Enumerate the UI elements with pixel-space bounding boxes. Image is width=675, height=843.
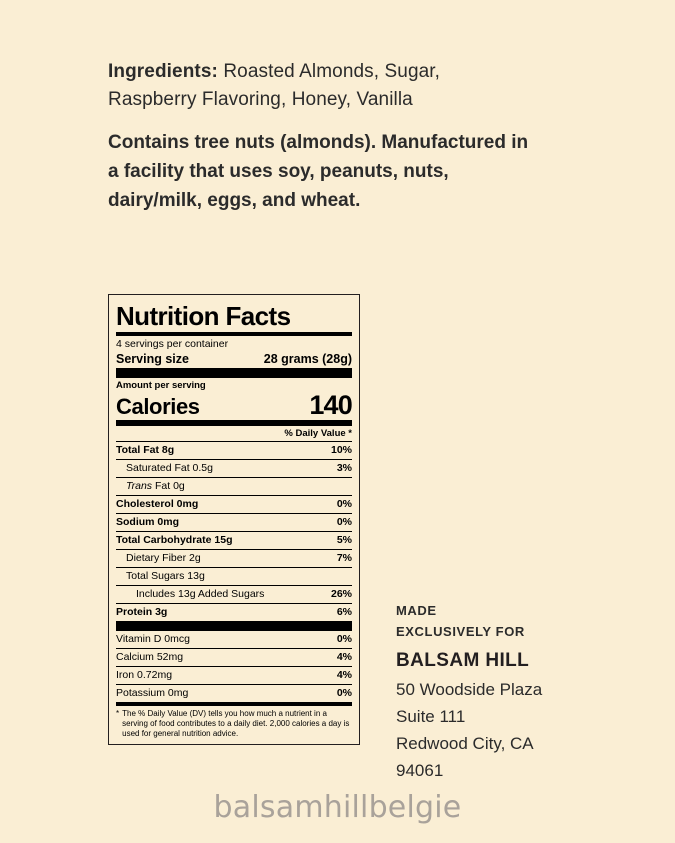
ingredients-label: Ingredients: bbox=[108, 61, 218, 82]
ingredients-block bbox=[108, 58, 578, 114]
nutrient-row-protein bbox=[116, 604, 352, 621]
nutrient-row-cholesterol bbox=[116, 496, 352, 513]
nutrient-dv: 6% bbox=[336, 606, 352, 618]
serving-size-label: Serving size bbox=[116, 352, 189, 366]
serving-size-row bbox=[116, 351, 352, 368]
footnote-star: * bbox=[116, 709, 120, 718]
nutrient-dv: 4% bbox=[336, 669, 352, 681]
nutrient-name: Total Fat 8g bbox=[116, 444, 175, 456]
nutrient-row-potassium bbox=[116, 685, 352, 702]
ingredients-line-1 bbox=[108, 58, 578, 86]
ingredients-text-1: Roasted Almonds, Sugar, bbox=[223, 61, 441, 82]
nutrient-name: Dietary Fiber 2g bbox=[126, 552, 201, 564]
servings-per-container: 4 servings per container bbox=[116, 338, 229, 350]
address-city-state: Redwood City, CA bbox=[396, 734, 534, 753]
nutrient-dv: 0% bbox=[336, 687, 352, 699]
nutrient-name: Total Sugars 13g bbox=[126, 570, 205, 582]
serving-size-value: 28 grams (28g) bbox=[263, 352, 352, 366]
brand-name: BALSAM HILL bbox=[396, 650, 530, 671]
ingredients-line-2 bbox=[108, 86, 578, 114]
calories-row bbox=[116, 392, 352, 420]
nutrient-row-sodium bbox=[116, 514, 352, 531]
allergen-line-1: Contains tree nuts (almonds). Manufactured in bbox=[108, 132, 529, 153]
nutrient-row-total-carbohydrate bbox=[116, 532, 352, 549]
trans-rest: Fat 0g bbox=[152, 480, 185, 492]
nutrient-name: Includes 13g Added Sugars bbox=[136, 588, 265, 600]
exclusively-for-label: EXCLUSIVELY FOR bbox=[396, 624, 525, 639]
nutrient-name bbox=[116, 479, 185, 494]
calories-value: 140 bbox=[309, 390, 352, 420]
nutrient-row-trans-fat bbox=[116, 478, 352, 495]
allergen-line-2: a facility that uses soy, peanuts, nuts, bbox=[108, 161, 449, 182]
nutrient-dv: 7% bbox=[336, 552, 352, 564]
nutrient-dv: 26% bbox=[330, 588, 352, 600]
nutrient-dv: 10% bbox=[330, 444, 352, 456]
nutrient-row-saturated-fat bbox=[116, 460, 352, 477]
nutrient-row-added-sugars bbox=[116, 586, 352, 603]
amount-per-serving-label: Amount per serving bbox=[116, 380, 206, 391]
allergen-line-3: dairy/milk, eggs, and wheat. bbox=[108, 190, 361, 211]
address-zip: 94061 bbox=[396, 761, 444, 780]
daily-value-footnote bbox=[116, 706, 352, 739]
watermark-text: balsamhillbelgie bbox=[213, 790, 462, 825]
divider-protein bbox=[116, 621, 352, 631]
footnote-text: The % Daily Value (DV) tells you how much a nutrient in a serving of food contributes to a daily diet. 2,000 calories a day is used for general nutrition advice. bbox=[122, 709, 350, 738]
nutrient-dv: 0% bbox=[336, 633, 352, 645]
nutrient-name: Iron 0.72mg bbox=[116, 669, 173, 681]
trans-italic: Trans bbox=[126, 480, 153, 492]
divider-serving bbox=[116, 368, 352, 378]
nutrient-row-vitamin-d bbox=[116, 631, 352, 648]
nutrient-dv: 4% bbox=[336, 651, 352, 663]
address-street: 50 Woodside Plaza bbox=[396, 680, 543, 699]
nutrient-dv: 3% bbox=[336, 462, 352, 474]
nutrient-row-calcium bbox=[116, 649, 352, 666]
nutrition-facts-panel bbox=[108, 294, 360, 745]
ingredients-text-2: Raspberry Flavoring, Honey, Vanilla bbox=[108, 89, 413, 110]
daily-value-header: % Daily Value * bbox=[284, 428, 352, 439]
nutrient-name: Saturated Fat 0.5g bbox=[126, 462, 213, 474]
nutrient-dv: 0% bbox=[336, 498, 352, 510]
made-label: MADE bbox=[396, 603, 437, 618]
nutrition-facts-title: Nutrition Facts bbox=[116, 301, 291, 331]
nutrient-name: Calcium 52mg bbox=[116, 651, 184, 663]
nutrient-name: Potassium 0mg bbox=[116, 687, 189, 699]
nutrient-dv: 5% bbox=[336, 534, 352, 546]
address-suite: Suite 111 bbox=[396, 707, 466, 726]
nutrient-dv: 0% bbox=[336, 516, 352, 528]
nutrient-row-dietary-fiber bbox=[116, 550, 352, 567]
nutrient-row-total-fat bbox=[116, 442, 352, 459]
nutrient-row-total-sugars bbox=[116, 568, 352, 585]
nutrient-name: Protein 3g bbox=[116, 606, 168, 618]
nutrient-name: Sodium 0mg bbox=[116, 516, 180, 528]
nutrient-row-iron bbox=[116, 667, 352, 684]
nutrient-name: Cholesterol 0mg bbox=[116, 498, 199, 510]
allergen-statement bbox=[108, 128, 578, 215]
manufacturer-address-block bbox=[396, 600, 636, 784]
nutrient-name: Vitamin D 0mcg bbox=[116, 633, 190, 645]
nutrient-name: Total Carbohydrate 15g bbox=[116, 534, 233, 546]
calories-label: Calories bbox=[116, 394, 200, 419]
